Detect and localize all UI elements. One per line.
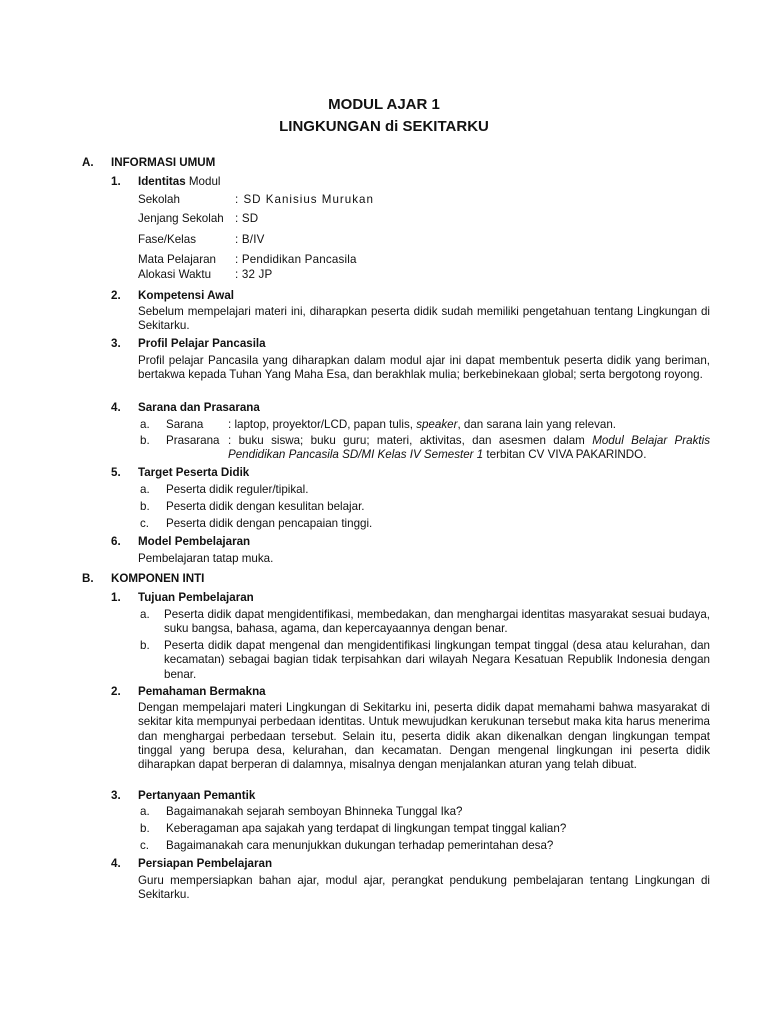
identitas-row-fase (138, 233, 265, 247)
model-number: 6. (111, 535, 121, 548)
target-c-letter: c. (140, 517, 150, 530)
tujuan-number: 1. (111, 591, 121, 604)
profil-heading: Profil Pelajar Pancasila (138, 337, 266, 350)
row-value: : SD (235, 212, 259, 225)
section-b-title: KOMPONEN INTI (111, 572, 205, 585)
row-label: Sekolah (138, 193, 180, 206)
identitas-row-jenjang (138, 212, 258, 226)
sarana-a-label: Sarana (166, 418, 204, 431)
pertanyaan-number: 3. (111, 789, 121, 802)
tujuan-a-letter: a. (140, 608, 150, 621)
pertanyaan-c-letter: c. (140, 839, 150, 852)
target-a-letter: a. (140, 483, 150, 496)
persiapan-number: 4. (111, 857, 121, 870)
pertanyaan-a-letter: a. (140, 805, 150, 818)
sarana-heading: Sarana dan Prasarana (138, 401, 260, 414)
profil-number: 3. (111, 337, 121, 350)
tujuan-heading: Tujuan Pembelajaran (138, 591, 254, 604)
section-b-letter: B. (82, 572, 94, 585)
identitas-number: 1. (111, 175, 121, 188)
profil-text: Profil pelajar Pancasila yang diharapkan dalam modul ajar ini dapat membentuk peserta didik yang beriman, bertakwa kepada Tuhan Yang Maha Esa, dan berakhlak mulia; berkebinekaan global; serta bergotong royong. (138, 354, 710, 382)
identitas-heading: Identitas Modul (138, 175, 221, 188)
pertanyaan-b-letter: b. (140, 822, 150, 835)
sarana-b-letter: b. (140, 434, 150, 447)
model-heading: Model Pembelajaran (138, 535, 251, 548)
tujuan-a-text: Peserta didik dapat mengidentifikasi, membedakan, dan menghargai identitas masyarakat sesuai budaya, suku bangsa, bahasa, agama, dan kepercayaannya dengan benar. (164, 608, 710, 636)
row-value: : B/IV (235, 233, 265, 246)
target-number: 5. (111, 466, 121, 479)
row-value: : Pendidikan Pancasila (235, 253, 357, 266)
target-b-letter: b. (140, 500, 150, 513)
row-value: : 32 JP (235, 268, 273, 281)
sarana-b-text: : buku siswa; buku guru; materi, aktivitas, dan asesmen dalam Modul Belajar Praktis Pendidikan Pancasila SD/MI Kelas IV Semester 1 terbitan CV VIVA PAKARINDO. (228, 434, 710, 462)
identitas-row-sekolah (138, 193, 374, 207)
sarana-a-letter: a. (140, 418, 150, 431)
row-label: Fase/Kelas (138, 233, 196, 246)
target-b-text: Peserta didik dengan kesulitan belajar. (166, 500, 365, 513)
kompetensi-number: 2. (111, 289, 121, 302)
pemahaman-number: 2. (111, 685, 121, 698)
row-label: Mata Pelajaran (138, 253, 216, 266)
section-a-letter: A. (82, 156, 94, 169)
pertanyaan-a-text: Bagaimanakah sejarah semboyan Bhinneka Tunggal Ika? (166, 805, 463, 818)
kompetensi-text: Sebelum mempelajari materi ini, diharapkan peserta didik sudah memiliki pengetahuan tentang Lingkungan di Sekitarku. (138, 305, 710, 333)
document-title: MODUL AJAR 1 (328, 96, 440, 113)
pertanyaan-c-text: Bagaimanakah cara menunjukkan dukungan terhadap pemerintahan desa? (166, 839, 554, 852)
row-label: Alokasi Waktu (138, 268, 212, 281)
target-heading: Target Peserta Didik (138, 466, 250, 479)
pertanyaan-heading: Pertanyaan Pemantik (138, 789, 256, 802)
sarana-b-label: Prasarana (166, 434, 220, 447)
pertanyaan-b-text: Keberagaman apa sajakah yang terdapat di lingkungan tempat tinggal kalian? (166, 822, 567, 835)
persiapan-heading: Persiapan Pembelajaran (138, 857, 273, 870)
document-subtitle: LINGKUNGAN di SEKITARKU (279, 118, 489, 135)
sarana-a-text: : laptop, proyektor/LCD, papan tulis, speaker, dan sarana lain yang relevan. (228, 418, 616, 431)
target-a-text: Peserta didik reguler/tipikal. (166, 483, 309, 496)
kompetensi-heading: Kompetensi Awal (138, 289, 234, 302)
pemahaman-text: Dengan mempelajari materi Lingkungan di Sekitarku ini, peserta didik dapat memahami bahwa masyarakat di sekitar kita mempunyai perbedaan identitas. Untuk mewujudkan kerukunan tersebut maka kita harus menerima dan menghargai perbedaan tersebut. Selain itu, peserta didik akan dikenalkan dengan lingkungan tempat tinggal yang berupa desa, kelurahan, dan kecamatan. Dengan mengenal lingkungan ini peserta didik diharapkan dapat berperan di dalamnya, misalnya dengan menjalankan aturan yang telah dibuat. (138, 701, 710, 772)
identitas-row-mapel (138, 253, 357, 267)
pemahaman-heading: Pemahaman Bermakna (138, 685, 266, 698)
sarana-number: 4. (111, 401, 121, 414)
identitas-row-alokasi (138, 268, 273, 282)
model-text: Pembelajaran tatap muka. (138, 552, 274, 565)
row-value: : SD Kanisius Murukan (235, 193, 374, 206)
tujuan-b-text: Peserta didik dapat mengenal dan mengidentifikasi lingkungan tempat tinggal (desa atau kelurahan, dan kecamatan) sebagai bagian tidak terpisahkan dari wilayah Negara Kesatuan Republik Indonesia dengan benar. (164, 639, 710, 681)
row-label: Jenjang Sekolah (138, 212, 224, 225)
section-a-title: INFORMASI UMUM (111, 156, 216, 169)
target-c-text: Peserta didik dengan pencapaian tinggi. (166, 517, 373, 530)
persiapan-text: Guru mempersiapkan bahan ajar, modul ajar, perangkat pendukung pembelajaran tentang Lingkungan di Sekitarku. (138, 874, 710, 902)
tujuan-b-letter: b. (140, 639, 150, 652)
